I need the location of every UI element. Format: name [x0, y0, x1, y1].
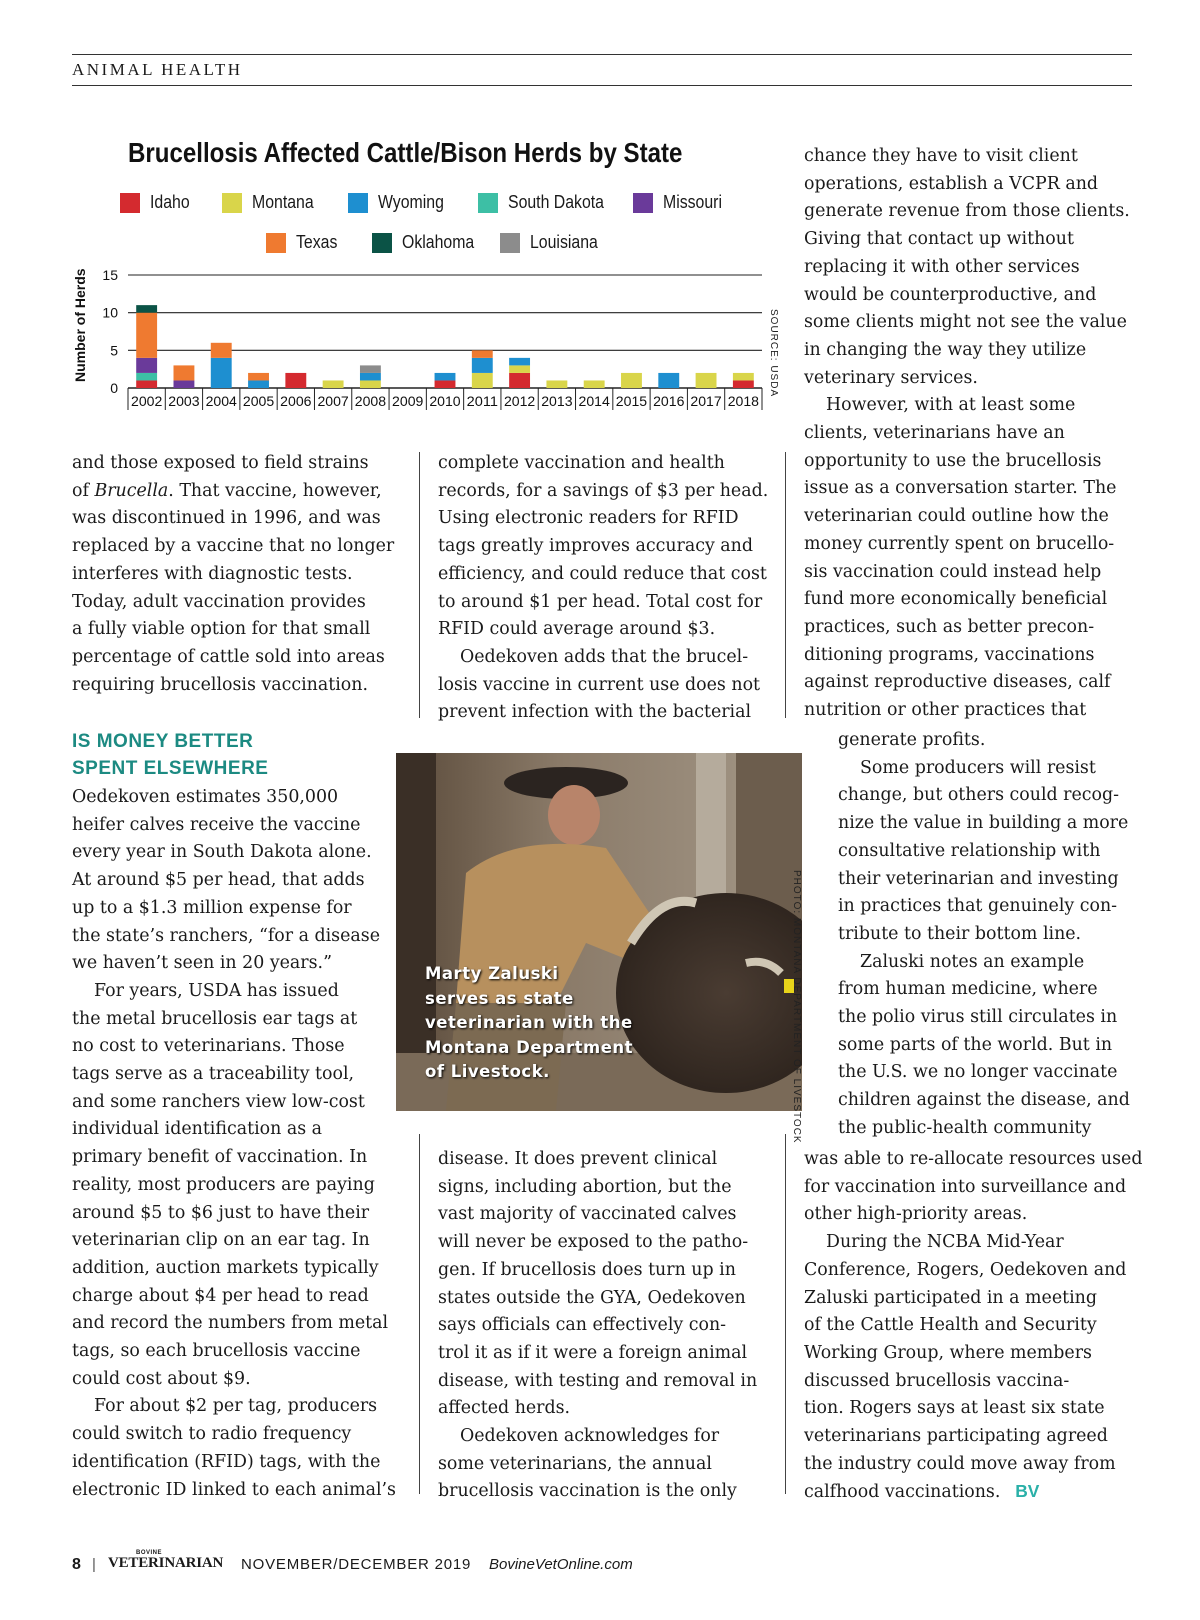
text-line: discussed brucellosis vaccina- — [804, 1370, 1070, 1391]
legend-swatch-idaho — [120, 193, 140, 213]
text-line: of the Cattle Health and Security — [804, 1315, 1097, 1336]
bar-2017-montana — [696, 373, 717, 388]
text-line: sis vaccination could instead help — [804, 561, 1102, 582]
column-rule — [419, 452, 420, 718]
bar-2016-wyoming — [658, 373, 679, 388]
y-tick-label: 10 — [102, 304, 118, 321]
text-line: the industry could move away from — [804, 1453, 1116, 1474]
text-line: veterinary services. — [804, 367, 978, 388]
x-tick-label: 2003 — [168, 393, 200, 409]
text-line: and record the numbers from metal — [72, 1313, 389, 1334]
text-line: and those exposed to field strains — [72, 453, 369, 473]
bar-2007-montana — [323, 380, 344, 388]
legend-swatch-montana — [222, 193, 242, 213]
text-line: Oedekoven acknowledges for — [460, 1426, 720, 1447]
bar-2010-wyoming — [435, 373, 456, 381]
text-line: the state’s ranchers, “for a disease — [72, 925, 380, 946]
bar-2013-montana — [546, 380, 567, 388]
legend-swatch-louisiana — [500, 233, 520, 253]
photo-credit: PHOTO: MONTANA DEPARTMENT OF LIVESTOCK — [791, 870, 802, 1144]
text-line: Conference, Rogers, Oedekoven and — [804, 1259, 1127, 1280]
bar-2002-idaho — [136, 380, 157, 388]
text-line: change, but others could recog- — [838, 785, 1120, 806]
legend-swatch-oklahoma — [372, 233, 392, 253]
text-line: and some ranchers view low-cost — [72, 1091, 365, 1112]
x-tick-label: 2004 — [205, 393, 238, 409]
text-line: every year in South Dakota alone. — [72, 842, 372, 863]
column-3-middle — [838, 727, 1138, 1143]
text-line: operations, establish a VCPR and — [804, 173, 1099, 194]
text-line: interferes with diagnostic tests. — [72, 563, 353, 584]
text-line: to around $1 per head. Total cost for — [438, 591, 763, 612]
bar-2008-wyoming — [360, 373, 381, 381]
bar-2004-wyoming — [211, 358, 232, 388]
text-line: For about $2 per tag, producers — [94, 1396, 378, 1417]
text-line: from human medicine, where — [838, 979, 1098, 1000]
magazine-logo: BOVINE VETERINARIAN — [108, 1550, 224, 1571]
legend-swatch-texas — [266, 233, 286, 253]
issue-date: NOVEMBER/DECEMBER 2019 — [241, 1556, 472, 1573]
text-line: chance they have to visit client — [804, 146, 1078, 166]
text-line: other high-priority areas. — [804, 1204, 1028, 1225]
legend-label-oklahoma: Oklahoma — [402, 232, 475, 252]
text-line: nutrition or other practices that — [804, 700, 1087, 721]
x-tick-label: 2008 — [354, 393, 387, 409]
bar-2018-montana — [733, 373, 754, 381]
bar-2003-missouri — [173, 380, 194, 388]
text-line: generate revenue from those clients. — [804, 201, 1130, 222]
text-line: their veterinarian and investing — [838, 868, 1119, 889]
text-line: will never be exposed to the patho- — [438, 1232, 749, 1253]
text-line: veterinarian could outline how the — [804, 506, 1109, 527]
column-2-top — [438, 450, 778, 727]
text-line: calfhood vaccinations. BV — [804, 1481, 1040, 1503]
text-line: some veterinarians, the annual — [438, 1453, 712, 1474]
text-line: However, with at least some — [826, 395, 1076, 416]
text-line: no cost to veterinarians. Those — [72, 1036, 345, 1057]
text-line: generate profits. — [838, 730, 986, 750]
text-line: heifer calves receive the vaccine — [72, 814, 361, 835]
page-number: 8 — [72, 1556, 81, 1573]
y-tick-label: 5 — [110, 342, 118, 359]
x-tick-label: 2013 — [541, 393, 573, 409]
end-mark: BV — [1010, 1481, 1040, 1502]
text-line: Zaluski participated in a meeting — [804, 1287, 1098, 1308]
legend-label-idaho: Idaho — [150, 192, 190, 212]
column-3-top — [804, 143, 1144, 725]
x-tick-label: 2009 — [392, 393, 424, 409]
bar-chart — [66, 262, 780, 424]
legend-label-texas: Texas — [296, 232, 338, 252]
bar-2008-louisiana — [360, 365, 381, 373]
text-line: against reproductive diseases, calf — [804, 672, 1111, 693]
bar-2002-texas — [136, 313, 157, 358]
text-line: some parts of the world. But in — [838, 1034, 1113, 1055]
text-line: the U.S. we no longer vaccinate — [838, 1062, 1118, 1083]
text-line: efficiency, and could reduce that cost — [438, 563, 767, 584]
column-1-top — [72, 450, 412, 699]
bar-2014-montana — [584, 380, 605, 388]
text-line: During the NCBA Mid-Year — [826, 1232, 1064, 1253]
text-line: nize the value in building a more — [838, 813, 1129, 834]
photo-caption: Marty Zaluski serves as state veterinarian with the Montana Department of Livestock. — [425, 964, 634, 1081]
text-line: was able to re-allocate resources used — [804, 1149, 1143, 1169]
bar-2012-wyoming — [509, 358, 530, 366]
text-line: clients, veterinarians have an — [804, 423, 1065, 444]
text-line: says officials can effectively con- — [438, 1315, 727, 1336]
text-line: could switch to radio frequency — [72, 1424, 352, 1445]
column-2-bottom — [438, 1146, 778, 1506]
bar-2012-idaho — [509, 373, 530, 388]
text-line: trol it as if it were a foreign animal — [438, 1342, 748, 1363]
section-heading: IS MONEY BETTER SPENT ELSEWHERE — [72, 731, 269, 779]
text-line: percentage of cattle sold into areas — [72, 646, 385, 667]
y-tick-label: 0 — [110, 380, 118, 396]
bar-2011-montana — [472, 373, 493, 388]
text-line: states outside the GYA, Oedekoven — [438, 1287, 746, 1308]
text-line: Oedekoven estimates 350,000 — [72, 787, 339, 807]
bar-2005-wyoming — [248, 380, 269, 388]
text-line: tags serve as a traceability tool, — [72, 1064, 355, 1085]
bar-2011-wyoming — [472, 358, 493, 373]
text-line: gen. If brucellosis does turn up in — [438, 1259, 736, 1280]
bar-2008-montana — [360, 380, 381, 388]
x-tick-label: 2007 — [317, 393, 349, 409]
text-line: the metal brucellosis ear tags at — [72, 1008, 358, 1029]
x-tick-label: 2016 — [653, 393, 685, 409]
text-line: losis vaccine in current use does not — [438, 674, 761, 695]
bar-2018-idaho — [733, 380, 754, 388]
x-tick-label: 2014 — [578, 393, 611, 409]
text-line: a fully viable option for that small — [72, 619, 371, 640]
bar-2002-missouri — [136, 358, 157, 373]
x-tick-label: 2015 — [615, 393, 648, 409]
text-line: Working Group, where members — [804, 1342, 1092, 1363]
text-line: money currently spent on brucello- — [804, 533, 1115, 554]
footer-separator: | — [92, 1556, 96, 1573]
text-line: Today, adult vaccination provides — [72, 591, 366, 612]
text-line: For years, USDA has issued — [94, 980, 339, 1001]
text-line: issue as a conversation starter. The — [804, 478, 1117, 499]
text-line: At around $5 per head, that adds — [72, 870, 365, 891]
text-line: would be counterproductive, and — [804, 284, 1097, 305]
legend-label-montana: Montana — [252, 192, 314, 212]
text-line: disease, with testing and removal in — [438, 1370, 758, 1391]
column-3-bottom — [804, 1146, 1144, 1507]
text-line: replacing it with other services — [804, 256, 1080, 277]
text-line: records, for a savings of $3 per head. — [438, 480, 769, 501]
chart-title: Brucellosis Affected Cattle/Bison Herds by State — [128, 137, 683, 168]
bar-2004-texas — [211, 343, 232, 358]
x-tick-label: 2011 — [466, 393, 499, 409]
legend-label-wyoming: Wyoming — [378, 192, 444, 212]
text-line: RFID could average around $3. — [438, 619, 716, 640]
text-line: some clients might not see the value — [804, 312, 1127, 333]
x-tick-label: 2010 — [429, 393, 461, 409]
text-line: children against the disease, and — [838, 1090, 1130, 1111]
text-line: consultative relationship with — [838, 840, 1101, 861]
header-rule-top — [72, 54, 1132, 55]
text-line: complete vaccination and health — [438, 453, 725, 473]
text-line: individual identification as a — [72, 1119, 323, 1140]
x-tick-label: 2006 — [280, 393, 312, 409]
x-tick-label: 2017 — [690, 393, 722, 409]
text-line: for vaccination into surveillance and — [804, 1176, 1127, 1197]
legend-swatch-missouri — [633, 193, 653, 213]
text-line: veterinarians participating agreed — [804, 1426, 1108, 1447]
bar-2002-oklahoma — [136, 305, 157, 313]
text-line: charge about $4 per head to read — [72, 1285, 369, 1306]
text-line: primary benefit of vaccination. In — [72, 1147, 368, 1168]
text-line: ditioning programs, vaccinations — [804, 644, 1095, 665]
x-tick-label: 2005 — [242, 393, 275, 409]
text-line: tags, so each brucellosis vaccine — [72, 1341, 361, 1362]
column-1-body — [72, 784, 412, 1504]
bar-2006-idaho — [285, 373, 306, 388]
x-tick-label: 2002 — [131, 393, 163, 409]
text-line: Giving that contact up without — [804, 229, 1074, 250]
source-label: SOURCE: USDA — [768, 309, 779, 398]
text-line: up to a $1.3 million expense for — [72, 897, 352, 918]
y-axis-label: Number of Herds — [72, 268, 88, 382]
text-line: brucellosis vaccination is the only — [438, 1481, 737, 1502]
x-tick-label: 2018 — [727, 393, 760, 409]
text-line: Using electronic readers for RFID — [438, 508, 739, 529]
bar-2015-montana — [621, 373, 642, 388]
bar-2010-idaho — [435, 380, 456, 388]
text-line: fund more economically beneficial — [804, 589, 1108, 610]
text-line: disease. It does prevent clinical — [438, 1149, 718, 1169]
text-line: requiring brucellosis vaccination. — [72, 674, 368, 695]
text-line: tribute to their bottom line. — [838, 923, 1082, 944]
x-tick-label: 2012 — [503, 393, 536, 409]
legend-label-south-dakota: South Dakota — [508, 192, 604, 212]
text-line: was discontinued in 1996, and was — [72, 508, 381, 529]
text-line: affected herds. — [438, 1398, 571, 1419]
bar-2003-texas — [173, 365, 194, 380]
text-line: electronic ID linked to each animal’s — [72, 1479, 396, 1500]
bar-2002-south-dakota — [136, 373, 157, 381]
column-rule — [785, 452, 786, 718]
legend-label-louisiana: Louisiana — [530, 232, 598, 252]
text-line: veterinarian clip on an ear tag. In — [72, 1230, 370, 1251]
y-tick-label: 15 — [102, 267, 118, 283]
website-link[interactable]: BovineVetOnline.com — [489, 1556, 633, 1573]
bar-2011-texas — [472, 350, 493, 358]
text-line: Oedekoven adds that the brucel- — [460, 646, 749, 667]
legend-swatch-south-dakota — [478, 193, 498, 213]
text-line: tion. Rogers says at least six state — [804, 1398, 1105, 1419]
text-line: opportunity to use the brucellosis — [804, 450, 1102, 471]
text-line: we haven’t seen in 20 years.” — [72, 953, 332, 974]
text-line: the polio virus still circulates in — [838, 1007, 1118, 1028]
text-line: replaced by a vaccine that no longer — [72, 536, 395, 557]
legend-swatch-wyoming — [348, 193, 368, 213]
text-line: around $5 to $6 just to have their — [72, 1202, 370, 1223]
text-line: vast majority of vaccinated calves — [438, 1204, 737, 1225]
text-line: identification (RFID) tags, with the — [72, 1451, 381, 1472]
bar-2012-montana — [509, 365, 530, 373]
header-rule-bottom — [72, 85, 1132, 86]
text-line: could cost about $9. — [72, 1368, 251, 1389]
text-line: in practices that genuinely con- — [838, 896, 1118, 917]
text-line: the public-health community — [838, 1117, 1092, 1138]
text-line: addition, auction markets typically — [72, 1257, 379, 1278]
text-line: in changing the way they utilize — [804, 339, 1087, 360]
section-label: ANIMAL HEALTH — [72, 60, 243, 79]
text-line: tags greatly improves accuracy and — [438, 536, 754, 557]
bar-2005-texas — [248, 373, 269, 381]
legend-label-missouri: Missouri — [663, 192, 722, 212]
text-line: signs, including abortion, but the — [438, 1176, 732, 1197]
text-line: prevent infection with the bacterial — [438, 702, 752, 723]
column-rule — [785, 1134, 786, 1494]
text-line: Some producers will resist — [860, 757, 1096, 778]
text-line: reality, most producers are paying — [72, 1174, 375, 1195]
column-rule — [419, 1134, 420, 1494]
text-line: practices, such as better precon- — [804, 616, 1095, 637]
text-line: of Brucella. That vaccine, however, — [72, 480, 382, 501]
text-line: Zaluski notes an example — [860, 951, 1085, 972]
